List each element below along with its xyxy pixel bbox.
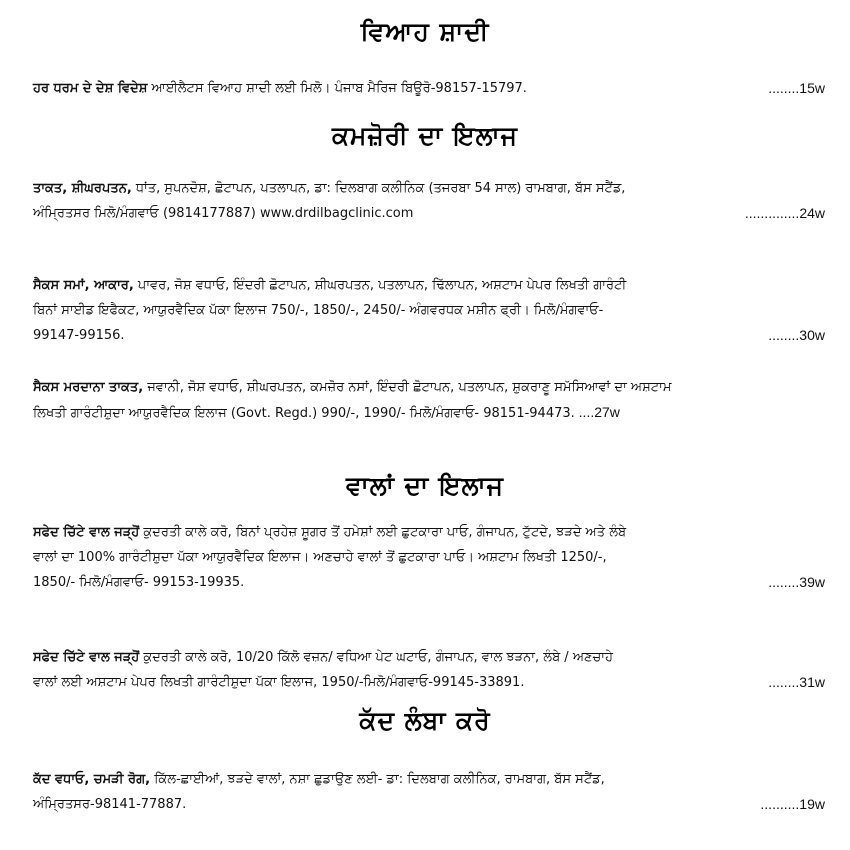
ad-lead: ਸੈਕਸ ਮਰਦਾਨਾ ਤਾਕਤ, <box>33 380 144 395</box>
section-heading-marriage: ਵਿਆਹ ਸ਼ਾਦੀ <box>360 17 490 46</box>
ad-lead: ਸੈਕਸ ਸਮਾਂ, ਆਕਾਰ, <box>33 278 134 293</box>
ad-text: ਧਾਂਤ, ਸੁਪਨਦੋਸ਼, ਛੋਟਾਪਨ, ਪਤਲਾਪਨ, ਡਾ: ਦਿਲਬਾਗ ਕਲੀਨਿਕ (ਤਜਰਬਾ 54 ਸਾਲ) ਰਾਮਬਾਗ, ਬੱਸ ਸਟੈਂਡ, <box>131 181 626 196</box>
ad-text: ਅੰਮ੍ਰਿਤਸਰ ਮਿਲੋ/ਮੰਗਵਾਓ (9814177887) www.drdilbagclinic.com <box>33 206 414 221</box>
ad-code: ........31w <box>768 674 825 690</box>
ad-text: ਵਾਲਾਂ ਲਈ ਅਸ਼ਟਾਮ ਪੇਪਰ ਲਿਖਤੀ ਗਾਰੰਟੀਸ਼ੁਦਾ ਪੱਕਾ ਇਲਾਜ, 1950/-ਮਿਲੋ/ਮੰਗਵਾਓ-99145-33891. <box>33 675 525 690</box>
ad-lead: ਹਰ ਧਰਮ ਦੇ ਦੇਸ਼ ਵਿਦੇਸ਼ <box>33 81 148 96</box>
ad-lead: ਕੱਦ ਵਧਾਓ, ਚਮੜੀ ਰੋਗ, <box>33 772 151 787</box>
ad-text: 1850/- ਮਿਲੋ/ਮੰਗਵਾਓ- 99153-19935. <box>33 575 245 590</box>
ad-text: ਆਈਲੈਟਸ ਵਿਆਹ ਸ਼ਾਦੀ ਲਈ ਮਿਲੋ। ਪੰਜਾਬ ਮੈਰਿਜ ਬਿਊਰੋ-98157-15797. <box>147 81 527 96</box>
ad-lead: ਤਾਕਤ, ਸ਼ੀਘਰਪਤਨ, <box>33 181 132 196</box>
ad-text: ਪਾਵਰ, ਜੋਸ਼ ਵਧਾਓ, ਇੰਦਰੀ ਛੋਟਾਪਨ, ਸ਼ੀਘਰਪਤਨ, ਪਤਲਾਪਨ, ਢਿੱਲਾਪਨ, ਅਸ਼ਟਾਮ ਪੇਪਰ ਲਿਖਤੀ ਗਾਰੰਟੀ <box>133 278 627 293</box>
section-heading-weakness: ਕਮਜ਼ੋਰੀ ਦਾ ਇਲਾਜ <box>331 121 519 150</box>
ad-hair-31w <box>33 645 825 695</box>
section-heading-height: ਕੱਦ ਲੰਬਾ ਕਰੋ <box>359 706 491 735</box>
ad-lead: ਸਫੇਦ ਚਿੱਟੇ ਵਾਲ ਜੜ੍ਹੋਂ <box>33 525 140 540</box>
ad-code: ........15w <box>768 80 825 96</box>
ad-code: ........39w <box>768 574 825 590</box>
ad-height-19w <box>33 767 825 817</box>
ad-weakness-24w <box>33 176 825 226</box>
ad-text: 99147-99156. <box>33 328 125 343</box>
ad-marriage-15w <box>33 76 825 101</box>
ad-text: ਕੁਦਰਤੀ ਕਾਲੇ ਕਰੋ, ਬਿਨਾਂ ਪ੍ਰਹੇਜ਼ ਸ਼ੂਗਰ ਤੋਂ ਹਮੇਸ਼ਾਂ ਲਈ ਛੁਟਕਾਰਾ ਪਾਓ, ਗੰਜਾਪਨ, ਟੁੱਟਦੇ, ਝੜਦੇ ਅਤੇ ਲੰਬੇ <box>139 525 627 540</box>
ad-text: ਵਾਲਾਂ ਦਾ 100% ਗਾਰੰਟੀਸ਼ੁਦਾ ਪੱਕਾ ਆਯੁਰਵੈਦਿਕ ਇਲਾਜ। ਅਣਚਾਹੇ ਵਾਲਾਂ ਤੋਂ ਛੁਟਕਾਰਾ ਪਾਓ। ਅਸ਼ਟਾਮ ਲਿਖਤੀ 1250/-, <box>33 550 607 565</box>
ad-code: ....27w <box>574 404 620 420</box>
ad-lead: ਸਫੇਦ ਚਿੱਟੇ ਵਾਲ ਜੜ੍ਹੋਂ <box>33 650 140 665</box>
ad-weakness-30w <box>33 273 825 348</box>
ad-code: ..........19w <box>760 796 825 812</box>
ad-text: ਕੁਦਰਤੀ ਕਾਲੇ ਕਰੋ, 10/20 ਕਿੱਲੋ ਵਜ਼ਨ/ ਵਧਿਆ ਪੇਟ ਘਟਾਓ, ਗੰਜਾਪਨ, ਵਾਲ ਝੜਨਾ, ਲੰਬੇ / ਅਣਚਾਹੇ <box>139 650 613 665</box>
ad-code: ..............24w <box>744 205 825 221</box>
ad-text: ਬਿਨਾਂ ਸਾਈਡ ਇਫੈਕਟ, ਆਯੁਰਵੈਦਿਕ ਪੱਕਾ ਇਲਾਜ 750/-, 1850/-, 2450/- ਅੰਗਵਰਧਕ ਮਸ਼ੀਨ ਫ੍ਰੀ। ਮਿਲੋ/ਮੰਗਵਾਓ- <box>33 303 604 318</box>
section-heading-hair: ਵਾਲਾਂ ਦਾ ਇਲਾਜ <box>346 471 504 500</box>
ad-weakness-27w <box>33 375 825 426</box>
ad-text: ਜਵਾਨੀ, ਜੋਸ਼ ਵਧਾਓ, ਸ਼ੀਘਰਪਤਨ, ਕਮਜ਼ੋਰ ਨਸਾਂ, ਇੰਦਰੀ ਛੋਟਾਪਨ, ਪਤਲਾਪਨ, ਸ਼ੁਕਰਾਣੂ ਸਮੱਸਿਆਵਾਂ ਦਾ ਅਸ਼ਟਾਮ <box>143 380 672 395</box>
ad-text: ਅੰਮ੍ਰਿਤਸਰ-98141-77887. <box>33 797 187 812</box>
ad-text: ਲਿਖਤੀ ਗਾਰੰਟੀਸ਼ੁਦਾ ਆਯੁਰਵੈਦਿਕ ਇਲਾਜ (Govt. Regd.) 990/-, 1990/- ਮਿਲੋ/ਮੰਗਵਾਓ- 98151-94473. <box>33 406 575 421</box>
ad-hair-39w <box>33 520 825 595</box>
ad-text: ਕਿੱਲ-ਛਾਈਆਂ, ਝੜਦੇ ਵਾਲਾਂ, ਨਸ਼ਾ ਛੁਡਾਉਣ ਲਈ- ਡਾ: ਦਿਲਬਾਗ ਕਲੀਨਿਕ, ਰਾਮਬਾਗ, ਬੱਸ ਸਟੈਂਡ, <box>150 772 605 787</box>
ad-code: ........30w <box>768 327 825 343</box>
